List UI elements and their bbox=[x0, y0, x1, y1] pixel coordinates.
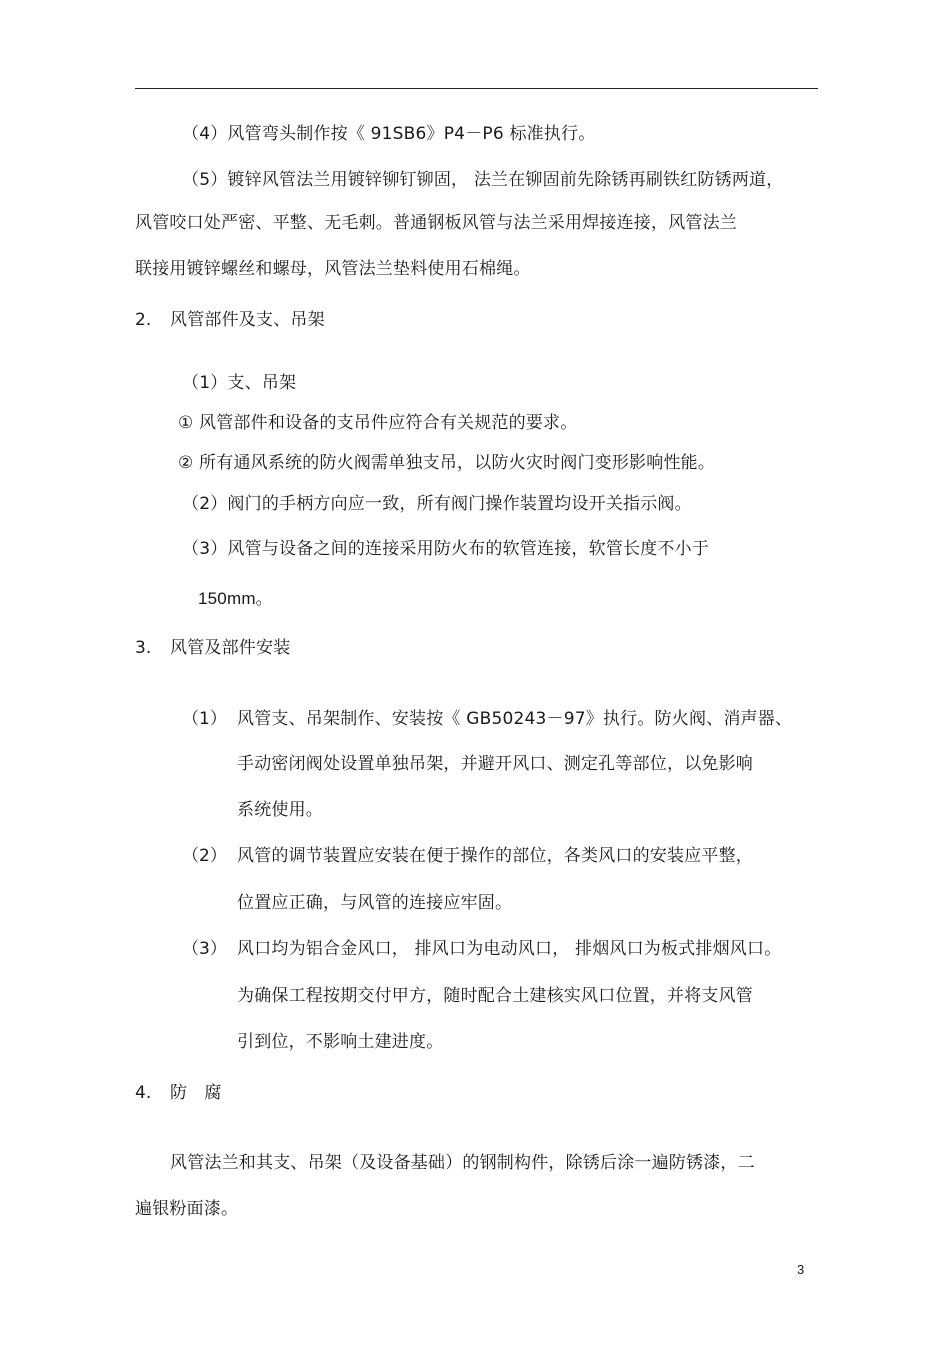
text-line: （1）支、吊架 bbox=[182, 373, 297, 393]
text-line: 联接用镀锌螺丝和螺母，风管法兰垫料使用石棉绳。 bbox=[135, 259, 531, 279]
header-rule bbox=[135, 88, 818, 89]
text-line: （2）阀门的手柄方向应一致，所有阀门操作装置均设开关指示阀。 bbox=[182, 494, 692, 514]
text-line: 为确保工程按期交付甲方，随时配合土建核实风口位置，并将支风管 bbox=[237, 986, 753, 1006]
item-number: （3） bbox=[182, 939, 227, 959]
text-line: 手动密闭阀处设置单独吊架，并避开风口、测定孔等部位，以免影响 bbox=[237, 754, 753, 774]
text-line: 150mm。 bbox=[198, 589, 273, 608]
section-heading: 风管及部件安装 bbox=[170, 638, 291, 658]
text-line: 引到位，不影响土建进度。 bbox=[237, 1032, 444, 1052]
text-line: （3）风管与设备之间的连接采用防火布的软管连接，软管长度不小于 bbox=[182, 539, 710, 559]
section-heading: 防 腐 bbox=[170, 1083, 222, 1103]
section-number: 3. bbox=[135, 638, 152, 658]
text-line: ② 所有通风系统的防火阀需单独支吊，以防火灾时阀门变形影响性能。 bbox=[178, 453, 716, 473]
text-line: 风口均为铝合金风口， 排风口为电动风口， 排烟风口为板式排烟风口。 bbox=[237, 939, 782, 959]
item-number: （2） bbox=[182, 846, 227, 866]
page-number: 3 bbox=[797, 1262, 805, 1277]
text-line: 风管的调节装置应安装在便于操作的部位，各类风口的安装应平整， bbox=[237, 846, 753, 866]
section-number: 4. bbox=[135, 1083, 152, 1103]
section-number: 2. bbox=[135, 310, 152, 330]
text-line: 风管咬口处严密、平整、无毛刺。普通钢板风管与法兰采用焊接连接，风管法兰 bbox=[135, 213, 737, 233]
text-line: 遍银粉面漆。 bbox=[135, 1199, 239, 1219]
text-line: 位置应正确，与风管的连接应牢固。 bbox=[237, 893, 513, 913]
section-heading: 风管部件及支、吊架 bbox=[170, 310, 325, 330]
text-line: 系统使用。 bbox=[237, 800, 323, 820]
text-line: （5）镀锌风管法兰用镀锌铆钉铆固， 法兰在铆固前先除锈再刷铁红防锈两道， bbox=[182, 170, 784, 190]
text-line: 风管支、吊架制作、安装按《 GB50243－97》执行。防火阀、消声器、 bbox=[237, 709, 793, 729]
text-line: 风管法兰和其支、吊架（及设备基础）的钢制构件，除锈后涂一遍防锈漆，二 bbox=[170, 1153, 755, 1173]
text-line: （4）风管弯头制作按《 91SB6》P4－P6 标准执行。 bbox=[182, 124, 596, 144]
item-number: （1） bbox=[182, 709, 227, 729]
text-line: ① 风管部件和设备的支吊件应符合有关规范的要求。 bbox=[178, 413, 578, 433]
